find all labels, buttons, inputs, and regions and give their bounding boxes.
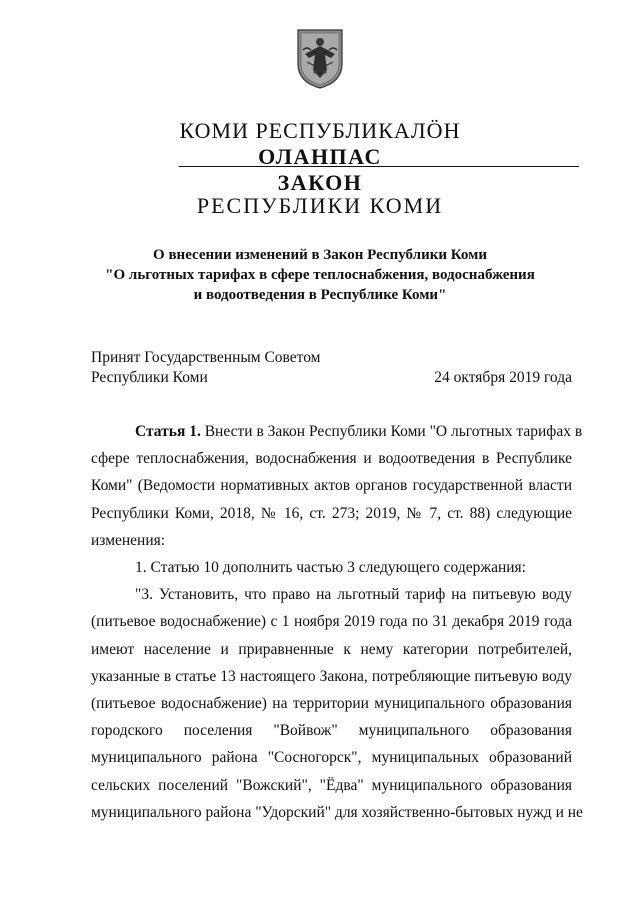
article-label: Статья 1. (135, 423, 201, 440)
header-divider (179, 166, 579, 167)
law-title (0, 245, 640, 305)
header-olanpas: ОЛАНПАС (258, 144, 382, 169)
law-body (91, 418, 583, 826)
quote-line: сельских поселений "Вожский", "Ёдва" муниципального образования (91, 776, 572, 794)
quote-line: муниципального района "Сосногорск", муниципальных образований (91, 749, 572, 767)
quote-line: (питьевое водоснабжение) на территории муниципального образования (91, 695, 572, 713)
quote-line: муниципального района "Удорский" для хозяйственно-бытовых нужд и не (91, 803, 583, 821)
header-komi-line: КОМИ РЕСПУБЛИКАЛӦН (179, 118, 461, 143)
article-1-line: Статья 1. Внести в Закон Республики Коми "О льготных тарифах в (135, 423, 583, 440)
header-respubliki-komi: РЕСПУБЛИКИ КОМИ (196, 193, 444, 218)
article-1-line: Республики Коми, 2018, № 16, ст. 273; 2019, № 7, ст. 88) следующие (91, 504, 572, 522)
header-zakon: ЗАКОН (277, 170, 363, 195)
law-title-line: и водоотведения в Республике Коми" (193, 287, 447, 303)
law-title-line: О внесении изменений в Закон Республики Коми (153, 247, 487, 263)
article-1-line: Коми" (Ведомости нормативных актов органов государственной власти (91, 477, 572, 495)
adoption-line: Республики Коми (91, 369, 208, 386)
quote-line: "3. Установить, что право на льготный тариф на питьевую воду (135, 586, 572, 604)
law-title-line: "О льготных тарифах в сфере теплоснабжения, водоснабжения (105, 267, 535, 283)
quoted-part-3 (91, 581, 583, 826)
quote-line: имеют население и приравненные к нему категории потребителей, (91, 640, 572, 658)
coat-of-arms-emblem (295, 28, 345, 90)
adoption-date: 24 октября 2019 года (434, 369, 572, 386)
adoption-note (91, 348, 321, 388)
article-1-line: изменения: (91, 531, 166, 549)
adoption-line: Принят Государственным Советом (91, 349, 321, 366)
quote-line: городского поселения "Войвож" муниципального образования (91, 722, 572, 740)
article-1-line: сфере теплоснабжения, водоснабжения и водоотведения в Республике (91, 450, 572, 468)
article-1-paragraph (91, 418, 583, 554)
quote-line: (питьевое водоснабжение) с 1 ноября 2019 года по 31 декабря 2019 года (91, 613, 572, 631)
item-1-paragraph: 1. Статью 10 дополнить частью 3 следующего содержания: (135, 559, 526, 577)
quote-line: указанные в статье 13 настоящего Закона, потребляющие питьевую воду (91, 667, 572, 685)
